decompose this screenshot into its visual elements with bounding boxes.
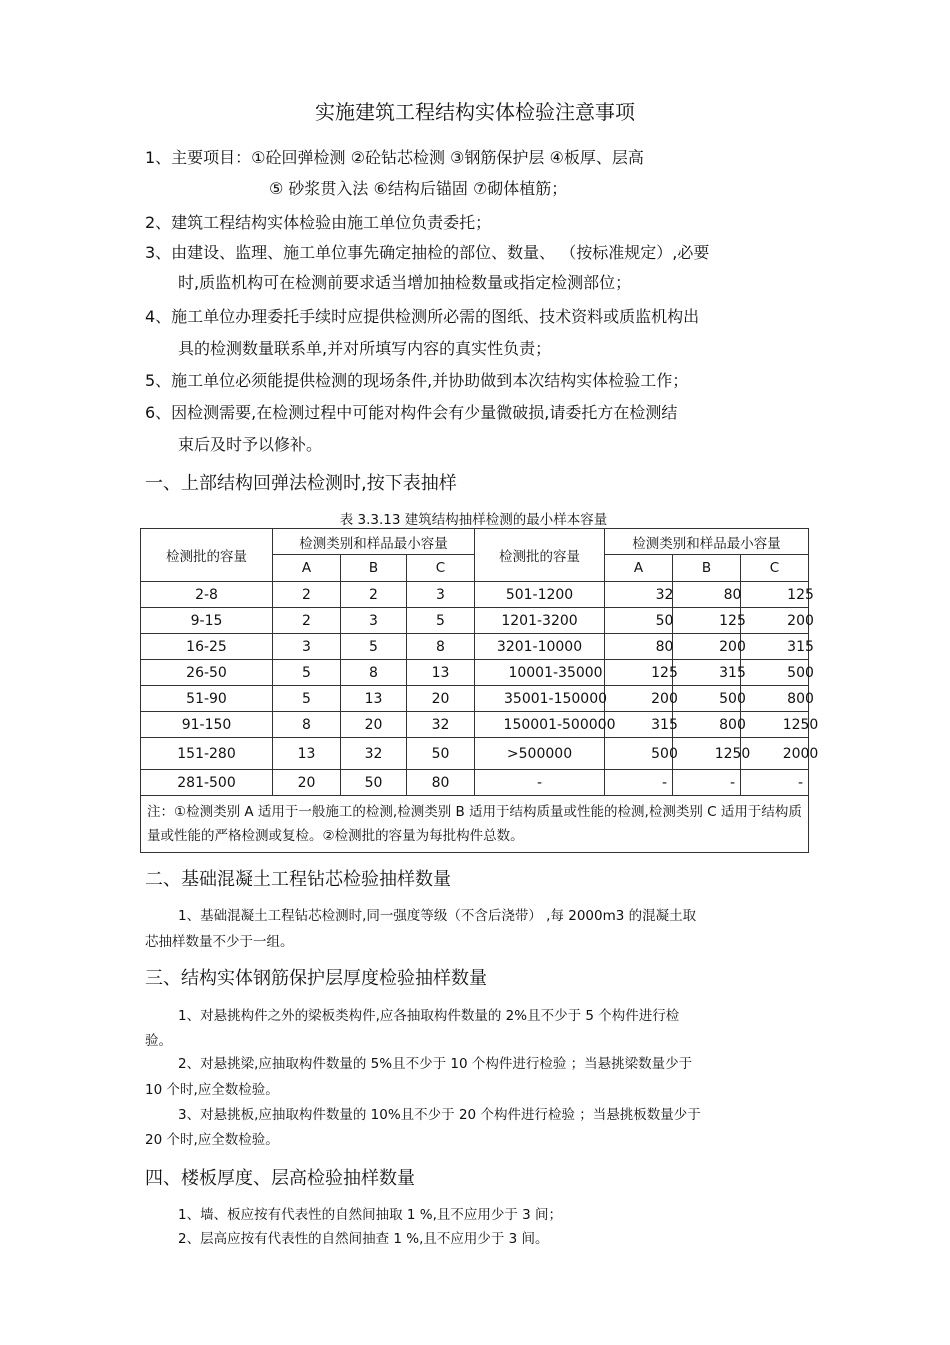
cell: 501-1200 [475, 582, 605, 608]
cell [741, 770, 809, 796]
section-3-para-1: 1、对悬挑构件之外的梁板类构件,应各抽取构件数量的 2%且不少于 5 个构件进行检 [178, 1008, 680, 1024]
cell: 13 [273, 738, 341, 770]
header-b: B [341, 555, 407, 582]
cell-value: 10001-35000 [508, 664, 603, 681]
cell [741, 738, 819, 770]
header-a: A [605, 555, 673, 582]
item-6-continued: 束后及时予以修补。 [178, 435, 323, 454]
table-caption: 表 3.3.13 建筑结构抽样检测的最小样本容量 [339, 512, 608, 528]
section-2-para-1-continued: 芯抽样数量不少于一组。 [145, 934, 294, 950]
cell [605, 686, 678, 712]
header-b: B [673, 555, 741, 582]
page-title: 实施建筑工程结构实体检验注意事项 [315, 100, 635, 124]
item-4: 4、施工单位办理委托手续时应提供检测所必需的图纸、技术资料或质监机构出 [145, 307, 700, 326]
cell [673, 582, 741, 608]
cell [475, 712, 616, 738]
header-batch-right: 检测批的容量 [475, 529, 605, 582]
cell: >500000 [475, 738, 605, 770]
header-category-right: 检测类别和样品最小容量 [605, 529, 809, 555]
cell [673, 770, 741, 796]
cell [741, 660, 814, 686]
cell-value: 35001-150000 [504, 690, 608, 707]
cell: 50 [407, 738, 475, 770]
cell: 1201-3200 [475, 608, 605, 634]
section-3-para-3: 3、对悬挑板,应抽取构件数量的 10%且不少于 20 个构件进行检验 ；当悬挑板数量少于 [178, 1107, 701, 1123]
cell: 2 [273, 608, 341, 634]
cell [741, 634, 814, 660]
section-3-para-2-continued: 10 个时,应全数检验。 [145, 1082, 279, 1098]
item-3: 3、由建设、监理、施工单位事先确定抽检的部位、数量、 （按标准规定）,必要 [145, 243, 710, 262]
cell: 5 [273, 660, 341, 686]
cell-value: 50 [655, 612, 674, 629]
section-3-heading: 三、结构实体钢筋保护层厚度检验抽样数量 [145, 968, 487, 989]
cell: 91-150 [141, 712, 273, 738]
cell: 5 [407, 608, 475, 634]
cell: 8 [407, 634, 475, 660]
section-3-para-2: 2、对悬挑梁,应抽取构件数量的 5%且不少于 10 个构件进行检验 ；当悬挑梁数量少于 [178, 1056, 693, 1072]
cell [673, 634, 746, 660]
cell [475, 686, 608, 712]
cell: 50 [341, 770, 407, 796]
header-c: C [407, 555, 475, 582]
cell: - [475, 770, 605, 796]
section-4-para-1: 1、墙、板应按有代表性的自然间抽取 1 %,且不应用少于 3 间； [178, 1207, 563, 1223]
sample-size-table [140, 528, 819, 853]
cell: 5 [341, 634, 407, 660]
cell-value: 315 [719, 664, 746, 681]
cell-value: 800 [719, 716, 746, 733]
table-row [141, 770, 809, 796]
cell: 20 [407, 686, 475, 712]
cell: 3 [341, 608, 407, 634]
cell: 3 [407, 582, 475, 608]
section-2-para-1: 1、基础混凝土工程钻芯检测时,同一强度等级（不含后浇带） ,每 2000m3 的混凝土取 [178, 908, 697, 924]
cell [741, 582, 814, 608]
cell-value: 315 [651, 716, 678, 733]
header-category-left: 检测类别和样品最小容量 [273, 529, 475, 555]
section-2-heading: 二、基础混凝土工程钻芯检验抽样数量 [145, 869, 451, 890]
table-row [141, 660, 809, 686]
cell [673, 738, 751, 770]
item-6: 6、因检测需要,在检测过程中可能对构件会有少量微破损,请委托方在检测结 [145, 403, 678, 422]
cell-value: 80 [655, 638, 674, 655]
cell-value: 315 [787, 638, 814, 655]
cell-value: 150001-500000 [503, 716, 616, 733]
table-row [141, 634, 809, 660]
cell [673, 712, 746, 738]
cell-value: 1250 [714, 745, 751, 762]
table-row [141, 686, 809, 712]
cell-value: 1250 [782, 716, 819, 733]
section-1-heading: 一、上部结构回弹法检测时,按下表抽样 [145, 473, 457, 494]
table-note: 注：①检测类别 A 适用于一般施工的检测,检测类别 B 适用于结构质量或性能的检测,检测类别 C 适用于结构质量或性能的严格检测或复检。②检测批的容量为每批构件总数。 [141, 796, 809, 853]
table-row [141, 738, 809, 770]
cell: 8 [273, 712, 341, 738]
cell: 2 [273, 582, 341, 608]
cell-value: - [729, 774, 736, 791]
item-5: 5、施工单位必须能提供检测的现场条件,并协助做到本次结构实体检验工作； [145, 371, 689, 390]
cell-value: 200 [787, 612, 814, 629]
cell-value: 500 [651, 745, 678, 762]
table-row [141, 582, 809, 608]
cell [605, 770, 673, 796]
cell [741, 712, 819, 738]
item-3-continued: 时,质监机构可在检测前要求适当增加抽检数量或指定检测部位； [178, 273, 632, 292]
cell-value: 80 [723, 586, 742, 603]
cell [741, 686, 814, 712]
cell: 16-25 [141, 634, 273, 660]
cell-value: 500 [719, 690, 746, 707]
header-batch-left: 检测批的容量 [141, 529, 273, 582]
item-1-continued: ⑤ 砂浆贯入法 ⑥结构后锚固 ⑦砌体植筋； [269, 179, 568, 198]
section-3-para-1-continued: 验。 [145, 1033, 172, 1049]
cell: 5 [273, 686, 341, 712]
header-c: C [741, 555, 809, 582]
cell [605, 634, 673, 660]
cell [673, 686, 746, 712]
section-4-heading: 四、楼板厚度、层高检验抽样数量 [145, 1168, 415, 1189]
cell-value: 125 [719, 612, 746, 629]
cell [605, 582, 673, 608]
cell [673, 608, 746, 634]
cell: 32 [341, 738, 407, 770]
item-1: 1、主要项目：①砼回弹检测 ②砼钻芯检测 ③钢筋保护层 ④板厚、层高 [145, 148, 644, 167]
cell-value: 200 [651, 690, 678, 707]
cell [741, 608, 814, 634]
section-4-para-2: 2、层高应按有代表性的自然间抽查 1 %,且不应用少于 3 间。 [178, 1231, 549, 1247]
item-4-continued: 具的检测数量联系单,并对所填写内容的真实性负责； [178, 339, 552, 358]
cell [673, 660, 746, 686]
cell: 26-50 [141, 660, 273, 686]
cell-value: - [797, 774, 804, 791]
cell: 151-280 [141, 738, 273, 770]
cell: 9-15 [141, 608, 273, 634]
cell [475, 660, 605, 686]
cell: 13 [341, 686, 407, 712]
table-row [141, 608, 809, 634]
cell [605, 608, 673, 634]
header-a: A [273, 555, 341, 582]
item-2: 2、建筑工程结构实体检验由施工单位负责委托； [145, 213, 492, 232]
cell: 32 [407, 712, 475, 738]
cell-value: - [661, 774, 668, 791]
cell [605, 738, 678, 770]
cell-value: 125 [787, 586, 814, 603]
cell: 80 [407, 770, 475, 796]
cell [605, 660, 678, 686]
cell: 8 [341, 660, 407, 686]
cell: 2-8 [141, 582, 273, 608]
cell: 3201-10000 [475, 634, 605, 660]
cell: 20 [341, 712, 407, 738]
cell-value: 500 [787, 664, 814, 681]
cell: 13 [407, 660, 475, 686]
cell-value: 200 [719, 638, 746, 655]
cell-value: 32 [655, 586, 674, 603]
cell-value: 800 [787, 690, 814, 707]
cell: 2 [341, 582, 407, 608]
cell: 3 [273, 634, 341, 660]
cell: 281-500 [141, 770, 273, 796]
section-3-para-3-continued: 20 个时,应全数检验。 [145, 1132, 279, 1148]
cell-value: 125 [651, 664, 678, 681]
table-row [141, 712, 809, 738]
cell-value: 2000 [782, 745, 819, 762]
cell: 51-90 [141, 686, 273, 712]
cell: 20 [273, 770, 341, 796]
